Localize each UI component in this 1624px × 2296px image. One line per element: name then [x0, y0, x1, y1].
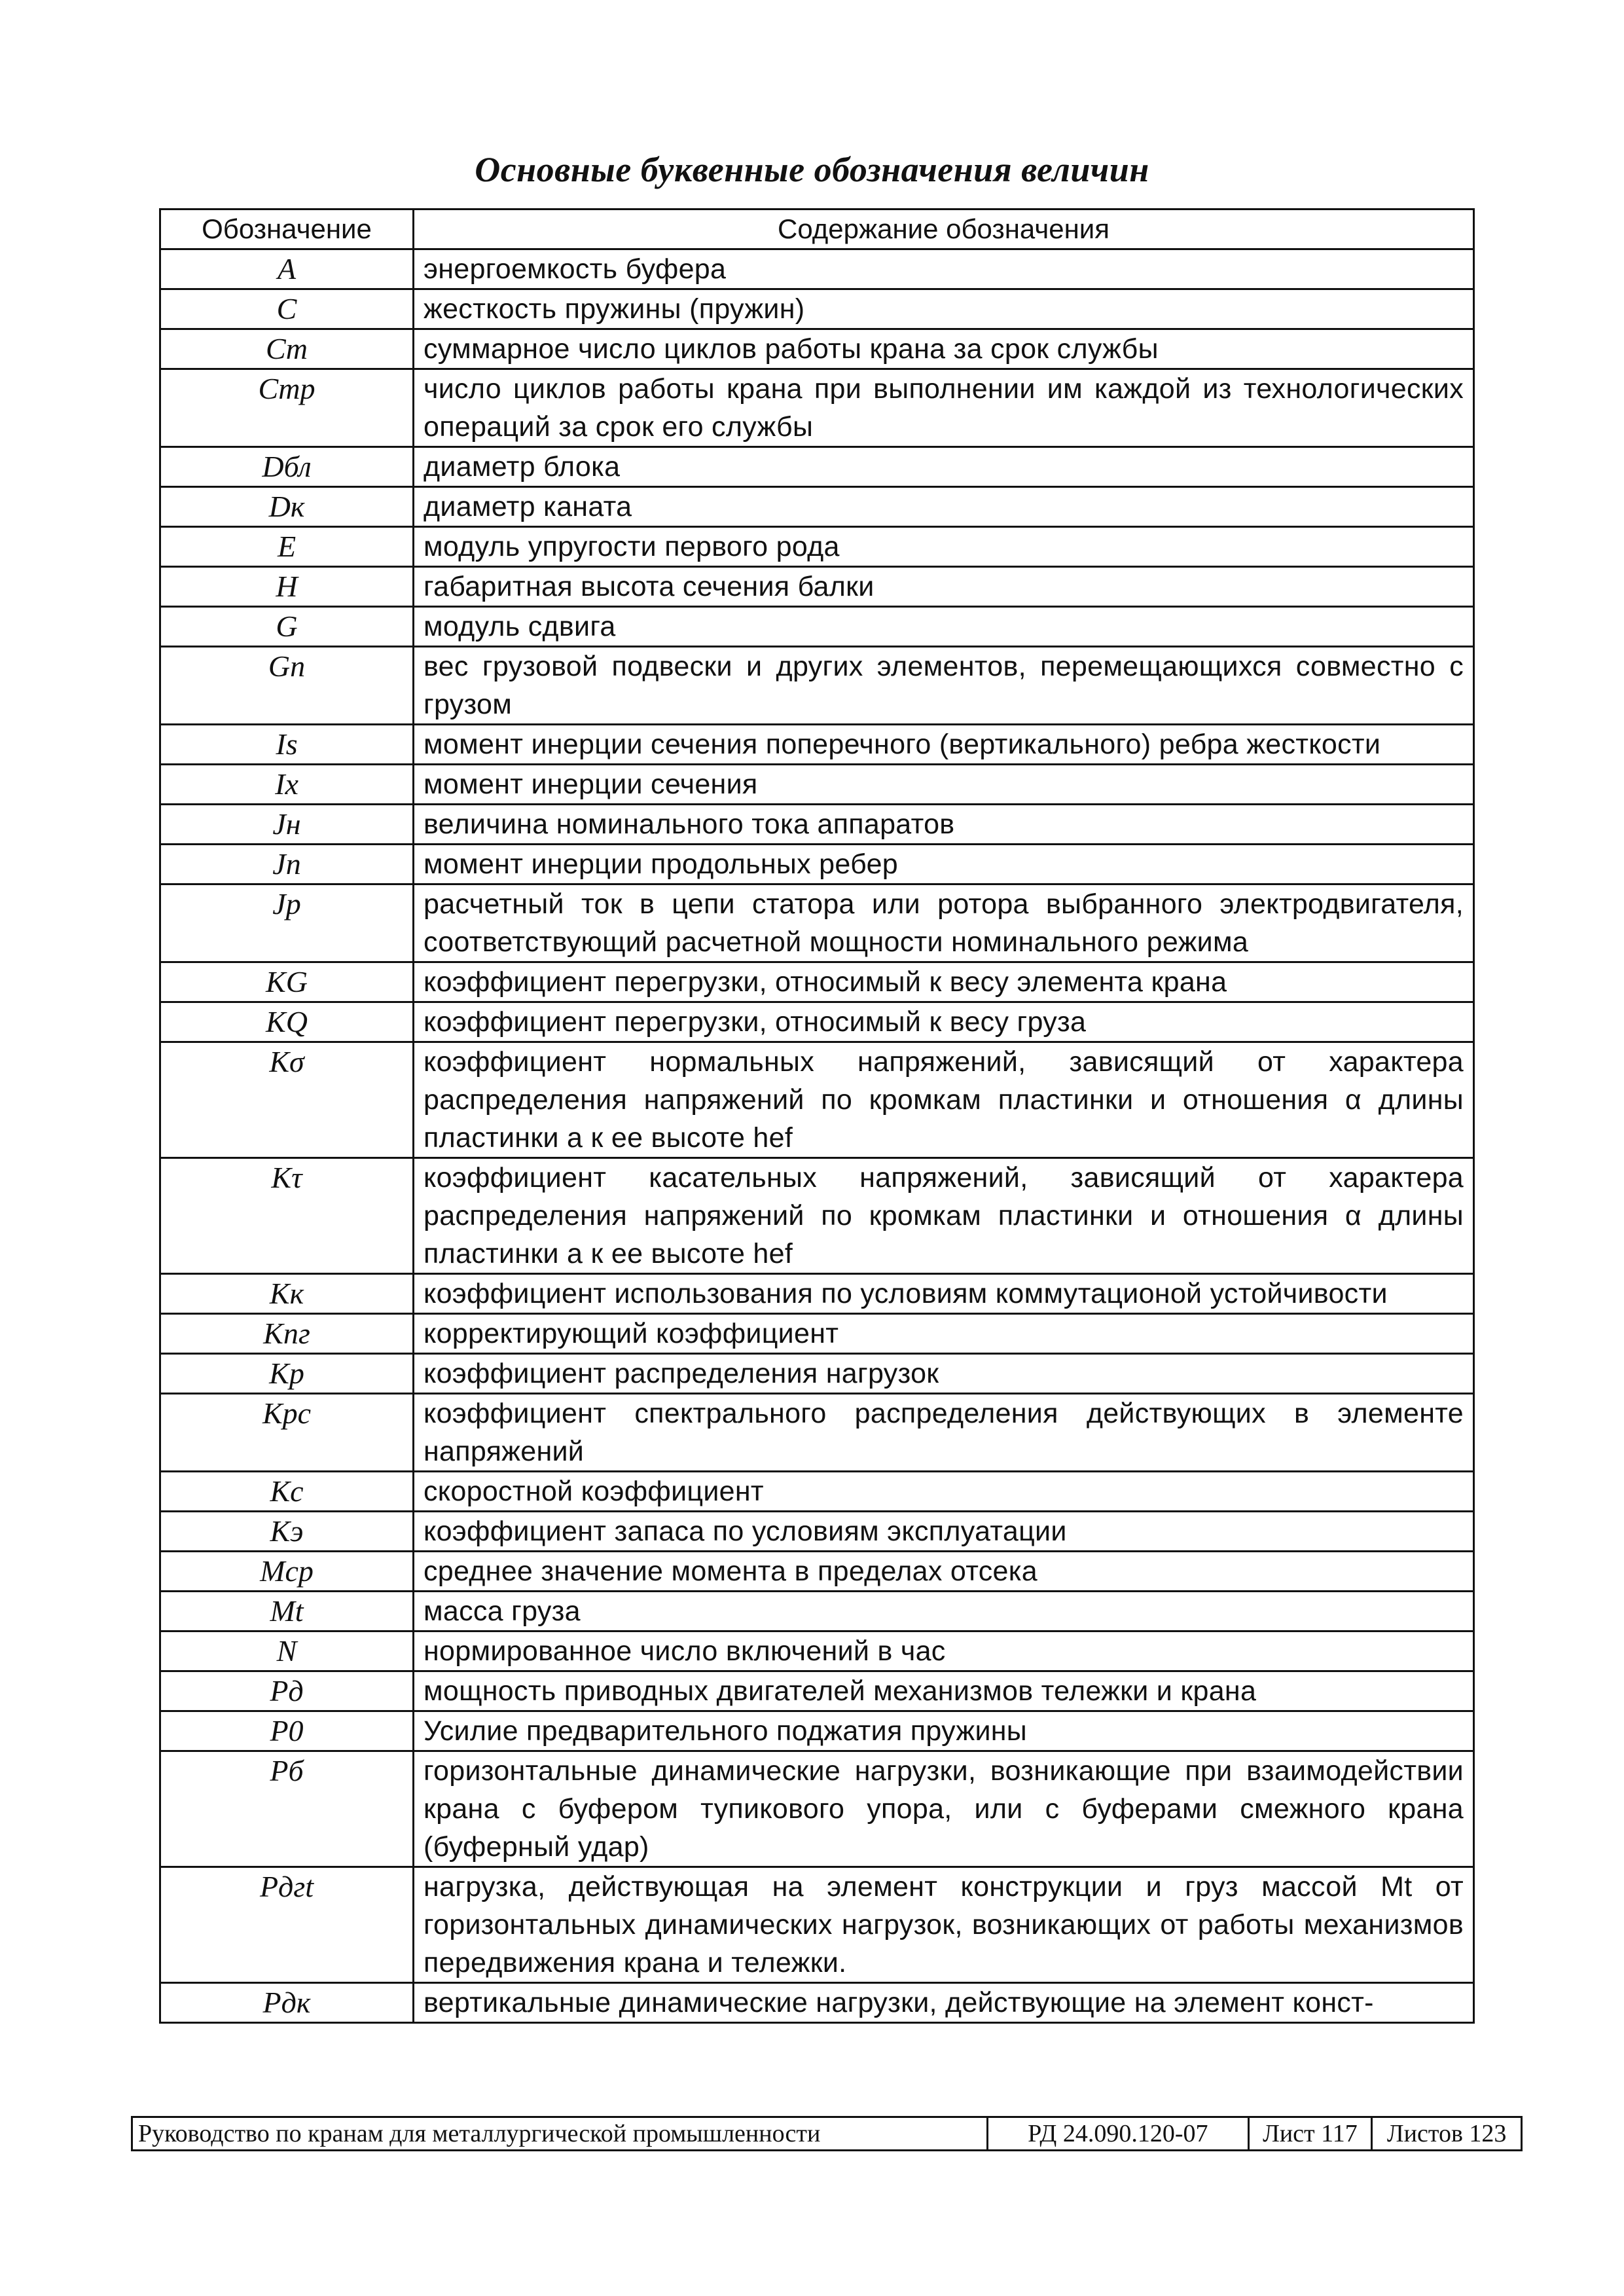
symbols-table	[159, 208, 1475, 2024]
table-row	[160, 884, 1474, 962]
description-cell: коэффициент нормальных напряжений, зависящий от характера распределения напряжений по кромкам пластинки и отношения α длины пластинки a к ее высоте hef	[414, 1042, 1474, 1158]
description-cell: коэффициент использования по условиям коммутационой устойчивости	[414, 1274, 1474, 1314]
table-row	[160, 725, 1474, 765]
table-row	[160, 567, 1474, 607]
footer-document-title: Руководство по кранам для металлургической промышленности	[133, 2118, 988, 2149]
symbol-cell: G	[160, 607, 414, 647]
header-symbol: Обозначение	[160, 210, 414, 249]
table-row	[160, 607, 1474, 647]
symbol-cell: Pдк	[160, 1983, 414, 2023]
description-cell: момент инерции сечения поперечного (вертикального) ребра жесткости	[414, 725, 1474, 765]
table-row	[160, 329, 1474, 369]
symbol-cell: A	[160, 249, 414, 289]
symbol-cell: Dк	[160, 487, 414, 527]
symbol-cell: Kэ	[160, 1512, 414, 1552]
table-row	[160, 289, 1474, 329]
table-body	[160, 249, 1474, 2023]
table-row	[160, 805, 1474, 845]
description-cell: коэффициент касательных напряжений, зависящий от характера распределения напряжений по кромкам пластинки и отношения α длины пластинки a к ее высоте hef	[414, 1158, 1474, 1274]
table-row	[160, 369, 1474, 447]
table-row	[160, 765, 1474, 805]
description-cell: суммарное число циклов работы крана за срок службы	[414, 329, 1474, 369]
description-cell: корректирующий коэффициент	[414, 1314, 1474, 1354]
description-cell: масса груза	[414, 1592, 1474, 1631]
description-cell: модуль упругости первого рода	[414, 527, 1474, 567]
table-row	[160, 1042, 1474, 1158]
description-cell: горизонтальные динамические нагрузки, возникающие при взаимодействии крана с буфером тупикового упора, или с буферами смежного крана (буферный удар)	[414, 1751, 1474, 1867]
symbol-cell: Mср	[160, 1552, 414, 1592]
symbol-cell: KG	[160, 962, 414, 1002]
symbol-cell: Pб	[160, 1751, 414, 1867]
table-row	[160, 647, 1474, 725]
table-row	[160, 1592, 1474, 1631]
table-header-row	[160, 210, 1474, 249]
description-cell: нагрузка, действующая на элемент конструкции и груз массой Mt от горизонтальных динамических нагрузок, возникающих от работы механизмов передвижения крана и тележки.	[414, 1867, 1474, 1983]
description-cell: среднее значение момента в пределах отсека	[414, 1552, 1474, 1592]
symbol-cell: Pд	[160, 1671, 414, 1711]
footer-sheet-number: Лист 117	[1250, 2118, 1373, 2149]
symbol-cell: KQ	[160, 1002, 414, 1042]
symbol-cell: Kс	[160, 1472, 414, 1512]
table-row	[160, 1751, 1474, 1867]
symbol-cell: Kк	[160, 1274, 414, 1314]
symbol-cell: Kτ	[160, 1158, 414, 1274]
table-row	[160, 249, 1474, 289]
description-cell: коэффициент перегрузки, относимый к весу элемента крана	[414, 962, 1474, 1002]
table-row	[160, 1472, 1474, 1512]
table-row	[160, 1512, 1474, 1552]
table-row	[160, 1631, 1474, 1671]
symbol-cell: C	[160, 289, 414, 329]
table-row	[160, 1552, 1474, 1592]
description-cell: коэффициент перегрузки, относимый к весу груза	[414, 1002, 1474, 1042]
symbol-cell: Kр	[160, 1354, 414, 1394]
description-cell: габаритная высота сечения балки	[414, 567, 1474, 607]
description-cell: момент инерции продольных ребер	[414, 845, 1474, 884]
table-row	[160, 962, 1474, 1002]
symbol-cell: P0	[160, 1711, 414, 1751]
description-cell: энергоемкость буфера	[414, 249, 1474, 289]
description-cell: модуль сдвига	[414, 607, 1474, 647]
table-row	[160, 1394, 1474, 1472]
header-description: Содержание обозначения	[414, 210, 1474, 249]
table-row	[160, 1354, 1474, 1394]
symbol-cell: Jр	[160, 884, 414, 962]
table-row	[160, 447, 1474, 487]
symbol-cell: H	[160, 567, 414, 607]
symbol-cell: Gп	[160, 647, 414, 725]
symbol-cell: Jп	[160, 845, 414, 884]
symbol-cell: Ix	[160, 765, 414, 805]
description-cell: скоростной коэффициент	[414, 1472, 1474, 1512]
description-cell: коэффициент запаса по условиям эксплуатации	[414, 1512, 1474, 1552]
page-title: Основные буквенные обозначения величин	[475, 150, 1149, 189]
table-row	[160, 487, 1474, 527]
title-block	[131, 2116, 1523, 2151]
symbol-cell: Is	[160, 725, 414, 765]
description-cell: коэффициент распределения нагрузок	[414, 1354, 1474, 1394]
description-cell: вертикальные динамические нагрузки, действующие на элемент конст-	[414, 1983, 1474, 2023]
symbol-cell: Kрс	[160, 1394, 414, 1472]
symbol-cell: Jн	[160, 805, 414, 845]
description-cell: мощность приводных двигателей механизмов тележки и крана	[414, 1671, 1474, 1711]
symbol-cell: Cтр	[160, 369, 414, 447]
symbol-cell: Pдгt	[160, 1867, 414, 1983]
symbol-cell: Kσ	[160, 1042, 414, 1158]
table-row	[160, 1314, 1474, 1354]
table-row	[160, 845, 1474, 884]
description-cell: коэффициент спектрального распределения действующих в элементе напряжений	[414, 1394, 1474, 1472]
description-cell: Усилие предварительного поджатия пружины	[414, 1711, 1474, 1751]
description-cell: диаметр каната	[414, 487, 1474, 527]
table-row	[160, 1158, 1474, 1274]
symbol-cell: Mt	[160, 1592, 414, 1631]
table-row	[160, 1671, 1474, 1711]
description-cell: нормированное число включений в час	[414, 1631, 1474, 1671]
symbol-cell: Cт	[160, 329, 414, 369]
table-row	[160, 1867, 1474, 1983]
description-cell: расчетный ток в цепи статора или ротора выбранного электродвигателя, соответствующий расчетной мощности номинального режима	[414, 884, 1474, 962]
symbol-cell: E	[160, 527, 414, 567]
description-cell: вес грузовой подвески и других элементов, перемещающихся совместно с грузом	[414, 647, 1474, 725]
table-row	[160, 1274, 1474, 1314]
table-row	[160, 1711, 1474, 1751]
description-cell: величина номинального тока аппаратов	[414, 805, 1474, 845]
table-row	[160, 527, 1474, 567]
table-row	[160, 1002, 1474, 1042]
description-cell: жесткость пружины (пружин)	[414, 289, 1474, 329]
description-cell: момент инерции сечения	[414, 765, 1474, 805]
symbol-cell: Dбл	[160, 447, 414, 487]
description-cell: диаметр блока	[414, 447, 1474, 487]
footer-document-number: РД 24.090.120-07	[988, 2118, 1249, 2149]
symbol-cell: Kпг	[160, 1314, 414, 1354]
symbol-cell: N	[160, 1631, 414, 1671]
description-cell: число циклов работы крана при выполнении им каждой из технологических операций за срок его службы	[414, 369, 1474, 447]
footer-sheets-total: Листов 123	[1386, 2120, 1507, 2147]
table-row	[160, 1983, 1474, 2023]
